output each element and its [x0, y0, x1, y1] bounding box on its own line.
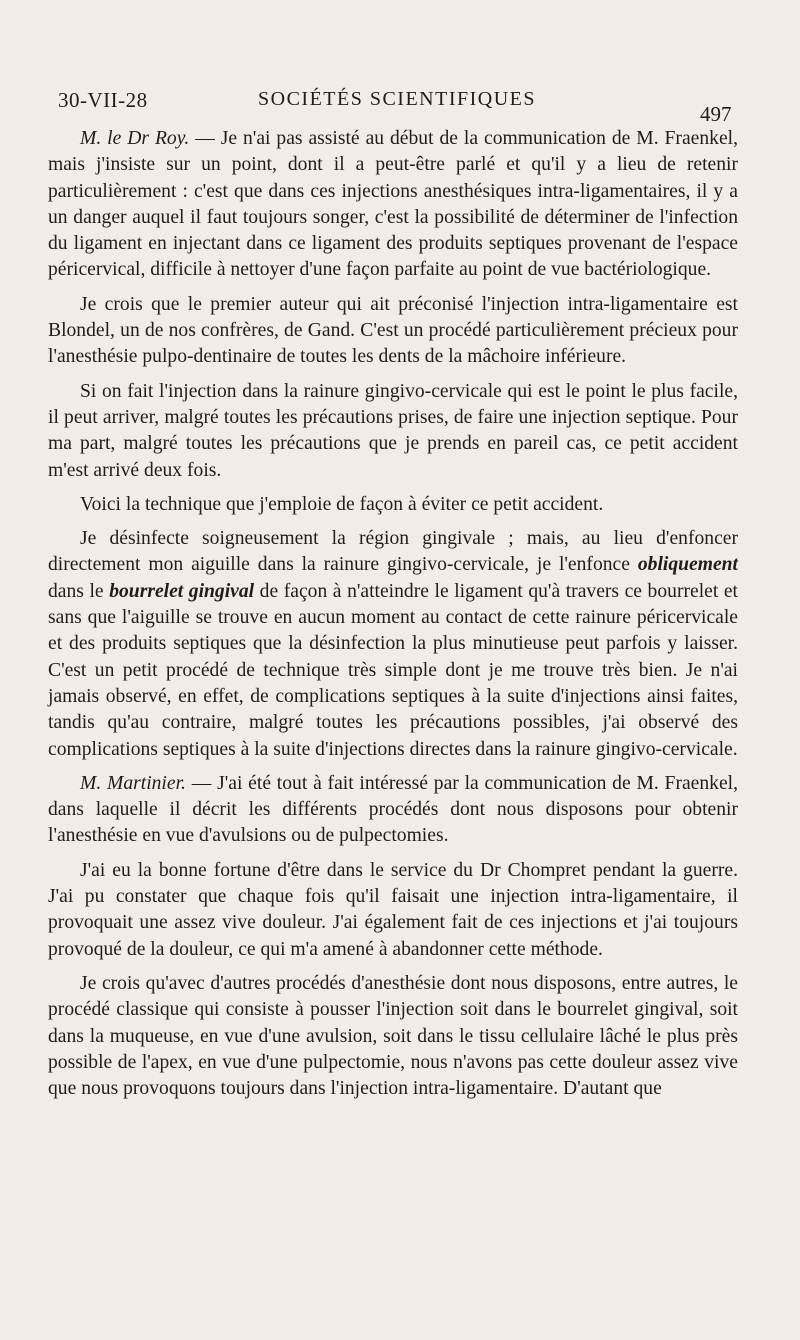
speaker-roy: M. le Dr Roy.: [80, 128, 190, 149]
paragraph-martinier: [48, 771, 738, 850]
paragraph-roy: [48, 126, 738, 284]
paragraph-text: dans le: [48, 580, 110, 602]
paragraph: Voici la technique que j'emploie de façon à éviter ce petit accident.: [80, 493, 604, 515]
page-number: 497: [700, 102, 732, 126]
article-body: [48, 126, 738, 1102]
paragraph-text: — Je n'ai pas assisté au début de la communication de M. Fraenkel, mais j'insiste sur un point, dont il a peut-être parlé et qu'il y a lieu de retenir particulièrement : c'est que dans ces injections anesthésiques intra-ligamentaires, il y a un danger auquel il faut toujours songer, c'est la possibilité de déterminer de l'infection du ligament en injectant dans ce ligament des produits septiques provenant de l'espace péricervical, difficile à nettoyer d'une façon parfaite au point de vue bactériologique.: [48, 128, 738, 281]
paragraph-text: Je désinfecte soigneusement la région gingivale ; mais, au lieu d'enfoncer directement mon aiguille dans la rainure gingivo-cervicale, je l'enfonce: [48, 528, 738, 576]
running-title: SOCIÉTÉS SCIENTIFIQUES: [258, 88, 537, 110]
paragraph: Je crois que le premier auteur qui ait préconisé l'injection intra-ligamentaire est Blondel, un de nos confrères, de Gand. C'est un procédé particulièrement précieux pour l'anesthésie pulpo-dentinaire de toutes les dents de la mâchoire inférieure.: [48, 293, 738, 368]
emphasis-obliquement: obliquement: [637, 554, 738, 576]
paragraph-text: — J'ai été tout à fait intéressé par la communication de M. Fraenkel, dans laquelle il décrit les différents procédés dont nous disposons pour obtenir l'anesthésie en vue d'avulsions ou de pulpectomies.: [48, 772, 738, 847]
paragraph-technique: [48, 526, 738, 763]
paragraph: J'ai eu la bonne fortune d'être dans le service du Dr Chompret pendant la guerre. J'ai pu constater que chaque fois qu'il faisait une injection intra-ligamentaire, il provoquait une assez vive douleur. J'ai également fait de ces injections et j'ai toujours provoqué de la douleur, ce qui m'a amené à abandonner cette méthode.: [48, 859, 738, 960]
paragraph-text: de façon à n'atteindre le ligament qu'à travers ce bourrelet et sans que l'aiguille se trouve en aucun moment au contact de cette rainure péricervicale et des produits septiques que la désinfection la plus minutieuse peut parfois y laisser. C'est un petit procédé de technique très simple dont je me trouve très bien. Je n'ai jamais observé, en effet, de complications septiques à la suite d'injections ainsi faites, tandis qu'au contraire, malgré toutes les précautions possibles, j'ai observé des complications septiques à la suite d'injections directes dans la rainure gingivo-cervicale.: [48, 580, 738, 760]
issue-date: 30-VII-28: [58, 88, 148, 112]
paragraph: Je crois qu'avec d'autres procédés d'anesthésie dont nous disposons, entre autres, le procédé classique qui consiste à pousser l'injection soit dans le bourrelet gingival, soit dans la muqueuse, en vue d'une avulsion, soit dans le tissu cellulaire lâché le plus près possible de l'apex, en vue d'une pulpectomie, nous n'avons pas cette douleur assez vive que nous provoquons toujours dans l'injection intra-ligamentaire. D'autant que: [48, 972, 738, 1100]
speaker-martinier: M. Martinier.: [80, 772, 186, 794]
emphasis-bourrelet: bourrelet gingival: [109, 580, 255, 602]
paragraph: Si on fait l'injection dans la rainure gingivo-cervicale qui est le point le plus facile, il peut arriver, malgré toutes les précautions prises, de faire une injection septique. Pour ma part, malgré toutes les précautions que je prends en pareil cas, ce petit accident m'est arrivé deux fois.: [48, 380, 738, 481]
page-header: [0, 0, 800, 130]
